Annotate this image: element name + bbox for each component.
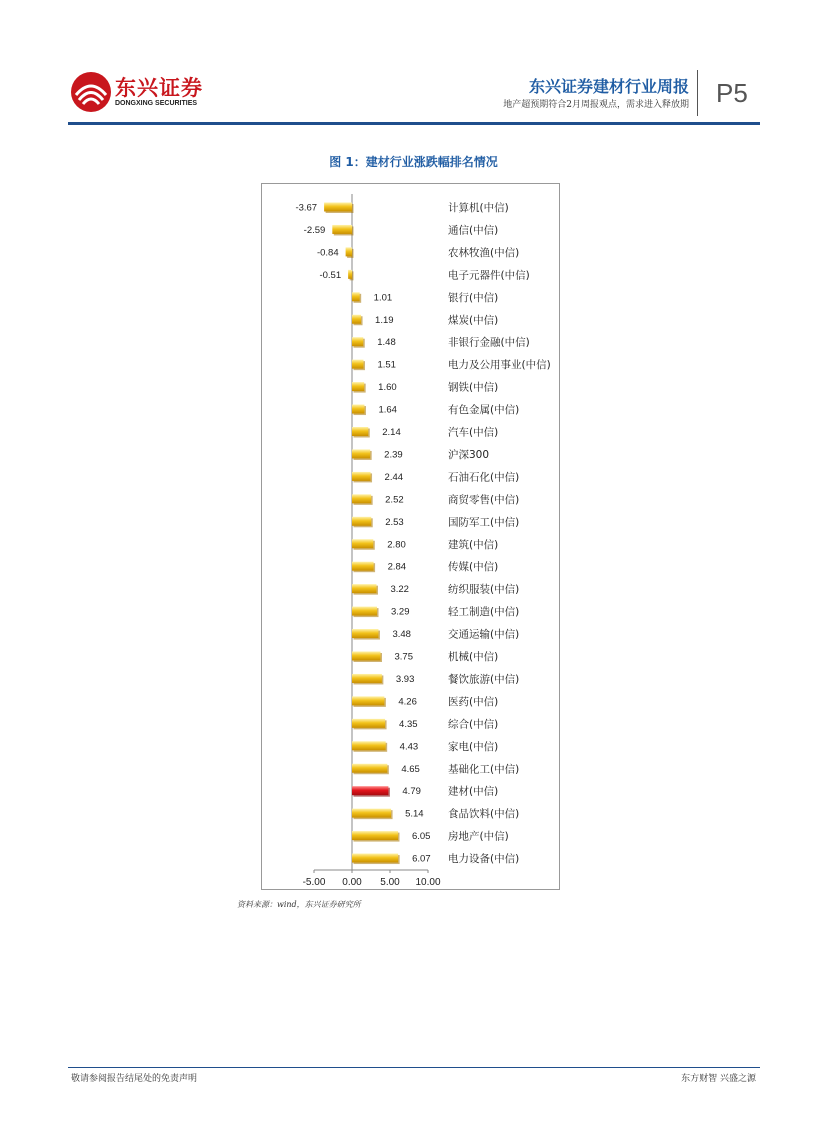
- header-rule: [68, 122, 760, 125]
- category-label: 煤炭(中信): [448, 314, 499, 327]
- bar-value-label: 2.80: [387, 539, 406, 551]
- bar-value-label: 1.60: [378, 382, 397, 394]
- x-tick-label: -5.00: [302, 877, 326, 888]
- report-subtitle: 地产超预期符合2月周报观点，需求进入释放期: [503, 100, 689, 110]
- bar: [346, 247, 352, 256]
- bar: [324, 203, 352, 212]
- bar: [352, 719, 385, 728]
- logo-chinese-name: 东兴证券: [115, 76, 203, 100]
- bar-value-label: 3.29: [391, 606, 410, 618]
- bar: [352, 696, 384, 705]
- category-label: 食品饮料(中信): [448, 808, 520, 821]
- bar: [352, 831, 398, 840]
- bar-value-label: 4.65: [401, 763, 420, 775]
- bar-chart: [262, 184, 559, 889]
- bar: [352, 337, 363, 346]
- bar-value-label: 1.01: [373, 292, 393, 304]
- footer-slogan: 东方财智 兴盛之源: [681, 1074, 756, 1084]
- category-label: 轻工制造(中信): [448, 606, 520, 619]
- bar-value-label: 3.48: [392, 629, 411, 641]
- bar: [352, 449, 370, 458]
- bar: [332, 225, 352, 234]
- bar-value-label: 6.05: [411, 831, 431, 843]
- bar-value-label: -0.51: [319, 269, 342, 281]
- logo-english-name: DONGXING SECURITIES: [115, 100, 198, 107]
- category-label: 商贸零售(中信): [448, 493, 520, 506]
- company-logo-icon: [70, 71, 112, 113]
- report-title: 东兴证券建材行业周报: [528, 77, 689, 96]
- bar-highlight: [352, 786, 388, 795]
- bar: [348, 270, 352, 279]
- bar-value-label: 4.26: [398, 696, 417, 708]
- figure-title: 图 1：建材行业涨跌幅排名情况: [329, 155, 498, 169]
- bar-value-label: 4.79: [402, 786, 421, 798]
- bar-value-label: 2.84: [387, 561, 407, 573]
- bar-value-label: 1.64: [378, 404, 397, 416]
- bar-value-label: 1.48: [377, 337, 396, 349]
- bar-value-label: 3.93: [395, 673, 415, 685]
- bar: [352, 764, 387, 773]
- category-label: 银行(中信): [448, 291, 499, 304]
- x-tick-label: 5.00: [380, 877, 400, 888]
- bar-value-label: 1.51: [377, 359, 396, 371]
- bar-value-label: 6.07: [412, 853, 431, 865]
- bar-value-label: -2.59: [303, 224, 326, 236]
- category-label: 医药(中信): [448, 695, 499, 708]
- category-label: 综合(中信): [448, 718, 499, 731]
- category-label: 石油石化(中信): [448, 471, 520, 484]
- bar: [352, 539, 373, 548]
- bar: [352, 494, 371, 503]
- bar-value-label: 3.75: [394, 651, 413, 663]
- x-tick-label: 0.00: [342, 877, 362, 888]
- bar: [352, 674, 382, 683]
- header-divider: [697, 70, 698, 116]
- bar: [352, 854, 398, 863]
- category-label: 电力及公用事业(中信): [448, 359, 551, 372]
- footer-rule: [68, 1067, 760, 1068]
- category-label: 建筑(中信): [448, 538, 499, 551]
- category-label: 机械(中信): [448, 651, 499, 663]
- category-label: 汽车(中信): [448, 426, 499, 439]
- bar: [352, 629, 378, 638]
- bar: [352, 427, 368, 436]
- bar: [352, 741, 386, 750]
- category-label: 传媒(中信): [448, 561, 499, 574]
- bar: [352, 809, 391, 818]
- category-label: 基础化工(中信): [448, 763, 520, 776]
- bar: [352, 607, 377, 616]
- bar: [352, 517, 371, 526]
- bar: [352, 315, 361, 324]
- bar: [352, 562, 374, 571]
- bar: [352, 584, 376, 593]
- bar: [352, 360, 363, 369]
- category-label: 非银行金融(中信): [448, 336, 530, 349]
- category-label: 电力设备(中信): [448, 853, 520, 866]
- category-label: 电子元器件(中信): [448, 269, 530, 282]
- x-tick-label: 10.00: [415, 877, 441, 888]
- category-label: 国防军工(中信): [448, 516, 520, 529]
- category-label: 有色金属(中信): [448, 404, 520, 417]
- bar-value-label: 4.43: [399, 741, 419, 753]
- category-label: 计算机(中信): [448, 202, 509, 214]
- category-label: 餐饮旅游(中信): [448, 673, 520, 686]
- page-number: P5: [716, 78, 748, 108]
- bar: [352, 472, 371, 481]
- footer-disclaimer: 敬请参阅报告结尾处的免责声明: [71, 1074, 198, 1084]
- category-label: 房地产(中信): [448, 830, 509, 843]
- bar-value-label: 2.39: [384, 449, 403, 461]
- figure-source: 资料来源：wind，东兴证券研究所: [237, 900, 361, 909]
- bar-value-label: 2.52: [385, 494, 404, 506]
- bar-value-label: 3.22: [390, 584, 409, 596]
- bar-value-label: 4.35: [399, 718, 418, 730]
- bar-value-label: -0.84: [316, 247, 339, 259]
- category-label: 钢铁(中信): [448, 381, 499, 394]
- category-label: 交通运输(中信): [448, 628, 520, 641]
- bar: [352, 292, 360, 301]
- bar: [352, 652, 381, 661]
- bar-value-label: 2.14: [382, 427, 401, 438]
- category-label: 家电(中信): [448, 740, 499, 753]
- bar-value-label: 1.19: [375, 314, 394, 326]
- chart-frame: [261, 183, 560, 890]
- bar: [352, 382, 364, 391]
- category-label: 通信(中信): [448, 224, 499, 237]
- bar-value-label: 2.44: [384, 471, 404, 483]
- category-label: 沪深300: [448, 448, 490, 461]
- bar-value-label: 2.53: [385, 516, 404, 528]
- bar-value-label: 5.14: [405, 808, 424, 820]
- bar-value-label: -3.67: [295, 202, 318, 214]
- category-label: 农林牧渔(中信): [448, 246, 520, 259]
- bar: [352, 405, 364, 414]
- category-label: 纺织服装(中信): [448, 583, 520, 596]
- category-label: 建材(中信): [448, 785, 499, 798]
